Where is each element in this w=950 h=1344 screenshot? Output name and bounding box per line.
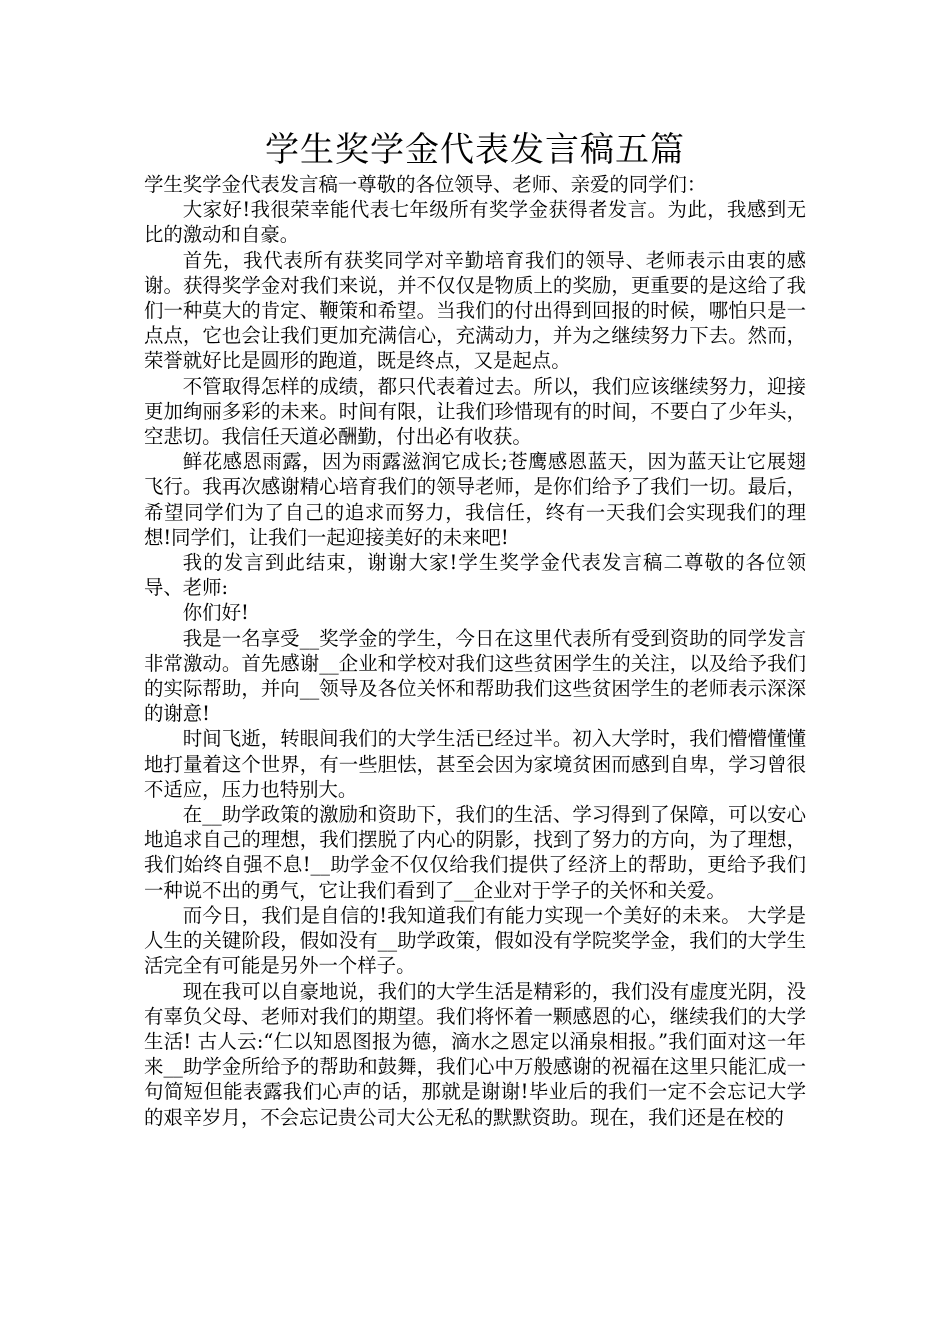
paragraph: 我的发言到此结束，谢谢大家!学生奖学金代表发言稿二尊敬的各位领导、老师:: [144, 551, 806, 600]
paragraph: 你们好!: [182, 601, 249, 625]
paragraph: 时间飞逝，转眼间我们的大学生活已经过半。初入大学时，我们懵懵懂懂地打量着这个世界，有一些胆怯，甚至会因为家境贫困而感到自卑，学习曾很不适应，压力也特别大。: [144, 727, 806, 801]
paragraph-salutation: 学生奖学金代表发言稿一尊敬的各位领导、老师、亲爱的同学们：: [144, 173, 707, 196]
paragraph: 大家好!我很荣幸能代表七年级所有奖学金获得者发言。为此，我感到无比的激动和自豪。: [144, 198, 806, 247]
paragraph: 现在我可以自豪地说，我们的大学生活是精彩的，我们没有虚度光阴，没有辜负父母、老师对我们的期望。我们将怀着一颗感恩的心，继续我们的大学生活! 古人云:“仁以知恩图报为德，滴水之恩定以涌泉相报。”我们面对这一年来__助学金所给予的帮助和鼓舞，我们心中万般感谢的祝福在这里只能汇成一句简短但能表露我们心声的话，那就是谢谢!毕业后的我们一定不会忘记大学的艰辛岁月，不会忘记贵公司大公无私的默默资助。现在，我们还是在校的: [144, 979, 806, 1129]
paragraph: 不管取得怎样的成绩，都只代表着过去。所以，我们应该继续努力，迎接更加绚丽多彩的未来。时间有限，让我们珍惜现有的时间，不要白了少年头，空悲切。我信任天道必酬勤，付出必有收获。: [144, 374, 806, 449]
paragraph: 在__助学政策的激励和资助下，我们的生活、学习得到了保障，可以安心地追求自己的理想，我们摆脱了内心的阴影，找到了努力的方向，为了理想，我们始终自强不息!__助学金不仅仅给我们提供了经济上的帮助，更给予我们一种说不出的勇气，它让我们看到了__企业对于学子的关怀和关爱。: [144, 803, 806, 902]
paragraph: 而今日，我们是自信的!我知道我们有能力实现一个美好的未来。 大学是人生的关键阶段，假如没有__助学政策，假如没有学院奖学金，我们的大学生活完全有可能是另外一个样子。: [144, 903, 806, 978]
paragraph: 我是一名享受__奖学金的学生，今日在这里代表所有受到资助的同学发言非常激动。首先感谢__企业和学校对我们这些贫困学生的关注，以及给予我们的实际帮助，并向__领导及各位关怀和帮助我们这些贫困学生的老师表示深深的谢意!: [144, 626, 806, 726]
paragraph: 首先，我代表所有获奖同学对辛勤培育我们的领导、老师表示由衷的感谢。获得奖学金对我们来说，并不仅仅是物质上的奖励，更重要的是这给了我们一种莫大的肯定、鞭策和希望。当我们的付出得到回报的时候，哪怕只是一点点，它也会让我们更加充满信心，充满动力，并为之继续努力下去。然而，荣誉就好比是圆形的跑道，既是终点，又是起点。: [144, 248, 806, 373]
paragraph: 鲜花感恩雨露，因为雨露滋润它成长;苍鹰感恩蓝天，因为蓝天让它展翅飞行。我再次感谢精心培育我们的领导老师，是你们给予了我们一切。最后，希望同学们为了自己的追求而努力，我信任，终有一天我们会实现我们的理想!同学们，让我们一起迎接美好的未来吧!: [144, 450, 806, 549]
document-body: [144, 172, 806, 1130]
document-title: 学生奖学金代表发言稿五篇: [265, 130, 685, 170]
